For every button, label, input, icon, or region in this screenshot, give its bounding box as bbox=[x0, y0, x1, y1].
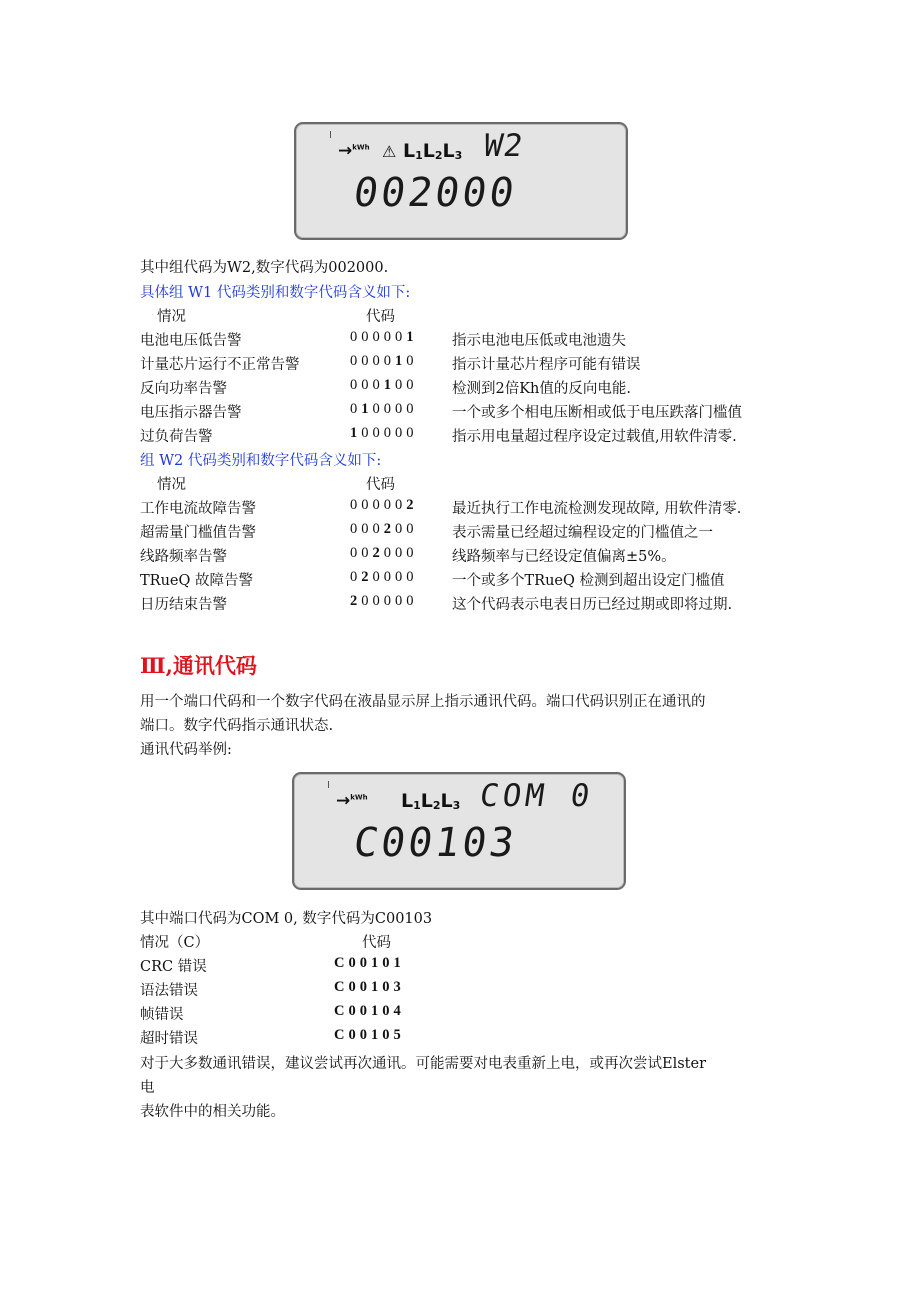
row-name: TRueQ 故障告警 bbox=[140, 573, 254, 589]
row-description: 表示需量已经超过编程设定的门槛值之一 bbox=[452, 525, 713, 541]
energy-arrow-icon: →$^{kWh}$ bbox=[338, 141, 370, 161]
comm-row-code: C00104 bbox=[334, 1003, 405, 1019]
code-part: 0 bbox=[350, 569, 362, 585]
closing-line3: 表软件中的相关功能。 bbox=[140, 1104, 285, 1120]
row-name: 反向功率告警 bbox=[140, 381, 227, 397]
phase-indicators: $L_1L_2L_3$ bbox=[401, 790, 461, 812]
code-bold-digit: 2 bbox=[406, 497, 418, 513]
closing-line1: 对于大多数通讯错误，建议尝试再次通讯。可能需要对电表重新上电，或再次尝试Elster bbox=[140, 1056, 706, 1072]
code-part: 000 bbox=[350, 377, 384, 393]
comm-row-code: C00103 bbox=[334, 979, 405, 995]
closing-line2: 电 bbox=[140, 1080, 155, 1096]
code-part: 00000 bbox=[350, 497, 407, 513]
code-part: 00000 bbox=[361, 425, 418, 441]
row-name: 超需量门槛值告警 bbox=[140, 525, 256, 541]
row-description: 指示计量芯片程序可能有错误 bbox=[452, 357, 641, 373]
code-part: 000 bbox=[350, 521, 384, 537]
code-bold-digit: 1 bbox=[383, 377, 395, 393]
w2-col-code: 代码 bbox=[366, 477, 395, 493]
comm-row-name: 语法错误 bbox=[140, 983, 198, 999]
code-bold-digit: 2 bbox=[383, 521, 395, 537]
section3-title: Ⅲ,通讯代码 bbox=[140, 653, 257, 678]
comm-col-situation: 情况（C） bbox=[140, 935, 210, 951]
phase-indicators: $L_1L_2L_3$ bbox=[403, 140, 463, 162]
comm-row-code: C00105 bbox=[334, 1027, 405, 1043]
comm-row-name: CRC 错误 bbox=[140, 959, 207, 975]
caption-w2-example: 其中组代码为W2,数字代码为002000. bbox=[140, 260, 389, 276]
caption-com-example: 其中端口代码为COM 0, 数字代码为C00103 bbox=[140, 911, 433, 927]
row-name: 过负荷告警 bbox=[140, 429, 213, 445]
row-description: 线路频率与已经设定值偏离±5%。 bbox=[452, 549, 676, 565]
code-part: 0000 bbox=[372, 569, 418, 585]
row-name: 日历结束告警 bbox=[140, 597, 227, 613]
code-part: 0 bbox=[406, 353, 418, 369]
code-part: 00 bbox=[395, 521, 418, 537]
energy-arrow-icon: →$^{kWh}$ bbox=[336, 791, 368, 811]
code-bold-digit: 2 bbox=[350, 593, 362, 609]
lcd-group-code: W2 bbox=[481, 128, 526, 164]
code-part: 0000 bbox=[372, 401, 418, 417]
row-description: 这个代码表示电表日历已经过期或即将过期. bbox=[452, 597, 733, 613]
w1-col-code: 代码 bbox=[366, 309, 395, 325]
row-code bbox=[350, 497, 418, 514]
row-code bbox=[350, 377, 418, 394]
row-code bbox=[350, 569, 418, 586]
w2-col-situation: 情况 bbox=[157, 477, 186, 493]
lcd-digit-code: C00103 bbox=[350, 820, 520, 866]
w2-heading: 组 W2 代码类别和数字代码含义如下: bbox=[140, 453, 382, 469]
comm-row-name: 超时错误 bbox=[140, 1031, 198, 1047]
warning-triangle-icon: ⚠ bbox=[382, 142, 397, 161]
row-code bbox=[350, 329, 418, 346]
code-part: 00000 bbox=[361, 593, 418, 609]
lcd-tick-mark bbox=[328, 781, 329, 788]
lcd-tick-mark bbox=[330, 131, 331, 138]
row-description: 一个或多个TRueQ 检测到超出设定门槛值 bbox=[452, 573, 725, 589]
row-name: 工作电流故障告警 bbox=[140, 501, 256, 517]
code-bold-digit: 2 bbox=[372, 545, 384, 561]
row-name: 电池电压低告警 bbox=[140, 333, 242, 349]
comm-row-code: C00101 bbox=[334, 955, 405, 971]
row-description: 最近执行工作电流检测发现故障, 用软件清零. bbox=[452, 501, 742, 517]
row-code bbox=[350, 425, 418, 442]
comm-row-name: 帧错误 bbox=[140, 1007, 184, 1023]
code-part: 0 bbox=[350, 401, 362, 417]
row-code bbox=[350, 521, 418, 538]
code-bold-digit: 2 bbox=[361, 569, 373, 585]
lcd-display-com bbox=[292, 772, 626, 890]
lcd-port-code: COM 0 bbox=[477, 778, 596, 814]
row-code bbox=[350, 353, 418, 370]
row-description: 指示电池电压低或电池遗失 bbox=[452, 333, 626, 349]
code-bold-digit: 1 bbox=[395, 353, 407, 369]
w1-col-situation: 情况 bbox=[157, 309, 186, 325]
row-code bbox=[350, 545, 418, 562]
code-bold-digit: 1 bbox=[361, 401, 373, 417]
code-part: 00000 bbox=[350, 329, 407, 345]
section3-paragraph-line1: 用一个端口代码和一个数字代码在液晶显示屏上指示通讯代码。端口代码识别正在通讯的 bbox=[140, 694, 706, 710]
lcd-display-w2 bbox=[294, 122, 628, 240]
example-label: 通讯代码举例: bbox=[140, 742, 232, 758]
code-part: 000 bbox=[383, 545, 418, 561]
code-bold-digit: 1 bbox=[350, 425, 362, 441]
code-part: 0000 bbox=[350, 353, 395, 369]
code-part: 00 bbox=[350, 545, 373, 561]
row-description: 检测到2倍Kh值的反向电能. bbox=[452, 381, 632, 397]
code-bold-digit: 1 bbox=[406, 329, 418, 345]
lcd-digit-code: 002000 bbox=[350, 170, 520, 216]
code-part: 00 bbox=[395, 377, 418, 393]
w1-heading: 具体组 W1 代码类别和数字代码含义如下: bbox=[140, 285, 411, 301]
row-code bbox=[350, 593, 418, 610]
section3-paragraph-line2: 端口。数字代码指示通讯状态. bbox=[140, 718, 334, 734]
comm-col-code: 代码 bbox=[362, 935, 391, 951]
row-name: 计量芯片运行不正常告警 bbox=[140, 357, 300, 373]
row-description: 一个或多个相电压断相或低于电压跌落门槛值 bbox=[452, 405, 742, 421]
row-code bbox=[350, 401, 418, 418]
row-name: 线路频率告警 bbox=[140, 549, 227, 565]
row-name: 电压指示器告警 bbox=[140, 405, 242, 421]
row-description: 指示用电量超过程序设定过载值,用软件清零. bbox=[452, 429, 737, 445]
